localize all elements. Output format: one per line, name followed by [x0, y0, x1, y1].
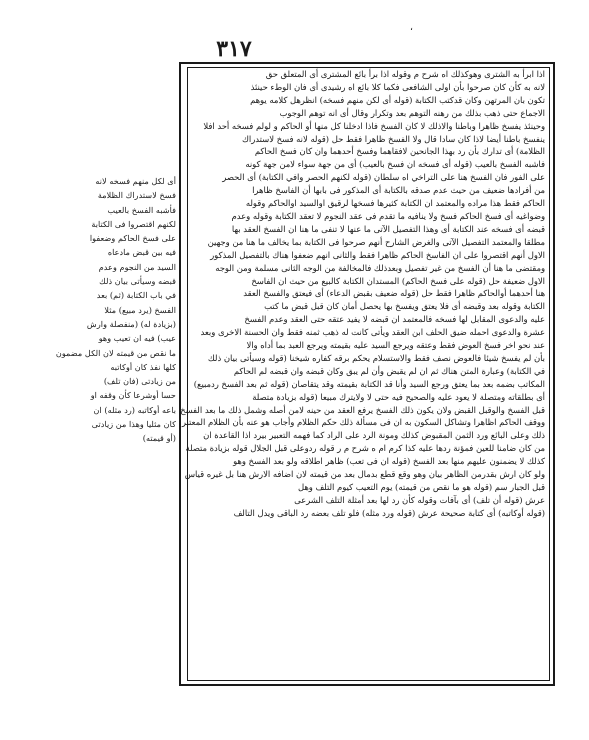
main-text-line: الحاكم فقط هذا مراده والمعتمد ان الكتابة كثيرها فسخها لرقيق اوالسيد اوالحاكم وقوله: [245, 198, 545, 209]
margin-text-line: أى لكل منهم فسخه لانه: [95, 176, 176, 186]
main-text-line: ذلك وعلى البائع ورد الثمن المقبوض كذلك ومونة الرد على الراد كما فهمه التعبير بيرد اذا القاعدة ان: [203, 430, 545, 441]
main-text-line: الاجماع حتى ذهب بذلك من رهنه التوهم بعد وتكرار وقال أى انه توهم الوجوب: [279, 107, 545, 118]
margin-text-line: قبضه وسيأتى بيان ذلك: [99, 276, 176, 287]
margin-text-line: كان مثليا وهذا من زيادتى: [91, 419, 176, 430]
main-text-line: الاول ضعيفة حل (قوله على فسخ الحاكم) المستدان الكتابة كالبيع من حيث ان الفاسخ: [251, 275, 545, 286]
margin-text-line: (أو قيمته): [142, 433, 176, 444]
main-text-line: عند نحو اخر فسخ العوض فقط وعتقه ويرجع السيد عليه بقيمته ويرجع العبد بما أداه والا: [246, 340, 545, 351]
main-text-line: كذلك لا يضمنون عليهم منها بعد الفسخ (قوله ان فى تعب) ظاهر اطلاقه ولو بعد الفسخ وهو: [233, 456, 545, 467]
margin-text-line: فيه بين قبض مادعاه: [107, 247, 176, 258]
main-text-line: ومقتضى ما هنا أن الفسخ من غير تفصيل وبعدذلك فالمخالفة من الوجه الثانى مسلمة ومن الوجه: [215, 262, 545, 273]
main-text-line: أى بطلقاته ومتصلة لا يعود عليه والصحيح فيه حتى لا ولايترك مبيعا (قوله بزيادة متصلة: [252, 391, 545, 402]
main-text-line: مطلقا والمعتمد التفصيل الآتى والغرض الشارح أنهم صرحوا فى الكتابة بما يخالف ما هنا من وجهين: [207, 236, 545, 247]
main-text-line: المكاتب بضمه بعد بما يعتق ورجع السيد وأنا قد الكتابة بقيمته وقد يتقاصان (قوله ثم بعد الفسخ ردمبيع): [193, 378, 545, 389]
margin-text-line: (بزيادة له) (منفصلة وارش: [86, 318, 176, 329]
main-text-line: قبضه أى فسخه عند الكتابة أى وهذا التفصيل الآتى ما عنها لا تنفى ما هنا ان الفسخ العقد بها: [231, 223, 545, 234]
main-text-line: قبل الفسخ والوقبل القبض ولان يكون ذلك الفسخ يرفع العقد من حينه لامن أصله وشمل ذلك ما بعد الفسخ: [180, 404, 545, 415]
main-text-line: ووقف الحاكم اظاهرا وتشاكل السكون به ان فى مسألة ذلك حكم الظلام وأجاب هو عنه بأن الظلام المعتبر: [181, 417, 545, 428]
main-text-block: [180, 68, 549, 680]
margin-text-line: حسا أوشرعا كأن وقفه او: [90, 390, 176, 401]
margin-text-line: عيب) فيه ان تعيب وهو: [98, 333, 176, 344]
margin-text-line: فأشبه الفسخ بالعيب: [107, 204, 176, 215]
margin-text-line: في باب الكتابة (ثم) بعد: [96, 290, 176, 301]
margin-text-line: فسخ لاستدراك الظلامة: [97, 190, 176, 201]
main-text-line: اذا ابرأ به الشترى وهوكذلك اه شرح م وقوله اذا برأ بائع المشترى أى المتعلق حق: [265, 69, 545, 79]
main-text-line: في الكتابة) وعبارة المتن هناك ثم ان لم يقبض وأن لم يبق وكان قبضه وان قبضه لم الحاكم: [233, 365, 545, 376]
main-text-line: ينفسخ باطنا أيضا لاذا كان سادا قال ولا الفسخ ظاهرا فقط حل (قوله لانه فسخ لاستدراك: [241, 133, 545, 144]
main-text-line: لانه به كأن كان صرحوا بأن اولى الشافعى فكما كلا بائع اه رشيدى أى فان الوطء حينئذ: [250, 81, 545, 92]
main-text-line: فاشبه الفسخ بالعيب (قوله أى فسخه ان فسخ بالعيب) أى من جهة سواء لامن جهة كونه: [245, 159, 545, 170]
margin-text-line: لكنهم اقتصروا فى الكتابة: [91, 218, 176, 229]
main-text-line: الاول أنهم اقتصروا على ان الفاسخ الحاكم ظاهرا فقط والثانى انهم ضعفوا هناك بالتفصيل المذكور: [210, 249, 545, 260]
main-text-line: عشرة والدعوى احمله ضيق الحلف ابن العقد ويأتى كانت له ذهب ثمنه فقط وان الحسنة الاخرى وبعد: [200, 327, 545, 338]
page-number: ٣١٧: [216, 36, 252, 62]
main-text-line: الظلامة) أى تدارك بأن رد بهذا الجانحين لافقاهما وفسخ أحدهما وان كان فسخ الحاكم: [254, 146, 545, 157]
main-text-line: من كان ضامنا للعين فمؤنة ردها عليه كذا كرم ام ه شرح م ر قوله ردوعلى قبل الجلال قوله بزيادة متصلة: [185, 443, 545, 454]
main-text-line: من أفرادها ضعيف من حيث عدم صدقه بالكتابة أى المذكور فى بابها أن الفاسخ ظاهرا: [252, 185, 545, 196]
margin-text-line: ما نقص من قيمته لان الكل مضمون: [55, 347, 176, 358]
main-text-line: ولو كان ارش بقدرمن الظاهر بيان وهو وقع قطع بدمال بعد من قيمته لان اضافه الارش هنا بل غيره قياس: [184, 469, 545, 480]
margin-text-line: الفسخ (يرد مبيع) مثلا: [104, 304, 176, 315]
main-text-line: هنا أحدهما أوالحاكم ظاهرا فقط حل (قوله ضعيف بقبض الدعاء) أى فيعتق والفسخ العقد: [243, 288, 545, 299]
main-text-line: عليه والدعوى المقابل لها فسخه فالمعتمد ان قبضه لا يفيد عتقه حتى العقد وعدم الفسخ: [244, 314, 545, 325]
margin-text-line: من زيادتى (فان تلف): [103, 376, 176, 387]
main-text-line: قبل الجبار سم (قوله هو ما نقص من قيمته) يوم التعيب كيوم التلف وهل: [298, 482, 545, 492]
margin-text-line: كلها نفذ كان أوكاتبه: [110, 361, 176, 372]
margin-text-line: على فسخ الحاكم وضعفوا: [89, 233, 176, 244]
main-text-line: الكتابة وقوله بعد وقبضه أى فلا يعتق ويفسخ بها يحصل أمان كان قبل قبض ما كتب: [264, 301, 545, 312]
margin-text-line: باعه أوكاتبه (رد مثله) ان: [93, 404, 176, 415]
top-mark: ،: [410, 23, 413, 33]
main-text-line: (قوله أوكاتبه) أى كتابة صحيحة عرش (قوله ورد مثله) فلو تلف بعضه رد الباقى ويدل التالف: [233, 507, 545, 518]
main-text-line: عرش (قوله أن تلف) أى بآفات وقوله كأن رد لها بعد أمثلة التلف الشرعى: [294, 494, 545, 505]
main-text-line: على الفور فان الفسخ هنا على التراخي اه سلطان (قوله لكنهم الحصر وافي الكتابة) أى الحصر: [222, 172, 545, 183]
main-text-line: وحينئذ يفسخ ظاهرا وباطنا والاذلك لا كان الفسخ فاذا ادخلنا كل منها أو الحاكم و لولم فسخه أحد افلا: [203, 120, 545, 131]
margin-text-block: [55, 174, 176, 460]
main-text-line: وضواغيه أى فسخ الحاكم فسخ ولا ينافيه ما تقدم فى عقد النجوم لا تعقد الكتابة وقوله وعدم: [231, 210, 545, 221]
main-text-line: بأن لم يفسخ شيئا فالعوض نصف فقط والاستسلام يحكم برقه كفاره شيخنا (قوله وسيأتى بيان ذلك: [207, 352, 545, 363]
margin-text-line: السيد من النجوم وعدم: [98, 261, 176, 272]
main-text-line: تكون بان المرتهن وكان قدكتب الكتابة (قوله أى لكن منهم فسخه) انظرهل كلامه يوهم: [250, 94, 545, 105]
